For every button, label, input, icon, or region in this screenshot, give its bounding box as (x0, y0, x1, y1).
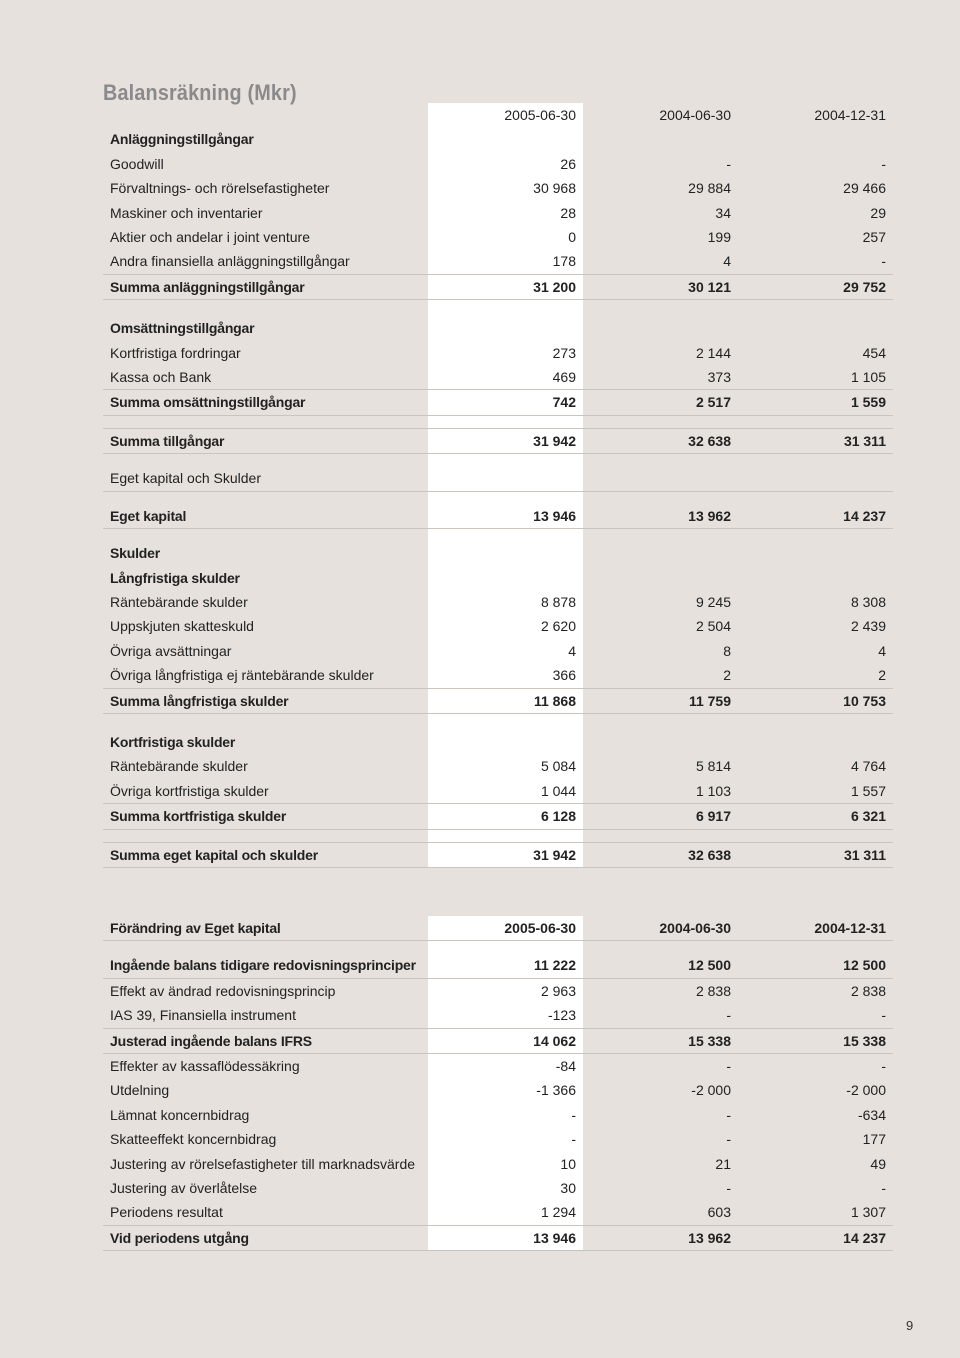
column-header: 2004-12-31 (738, 916, 893, 941)
row-value (428, 316, 583, 340)
row-value: 14 237 (738, 504, 893, 529)
row-label: Utdelning (110, 1082, 170, 1099)
row-value: 742 (428, 390, 583, 415)
table-row (103, 201, 893, 225)
row-value (428, 730, 583, 754)
row-value: 31 311 (738, 842, 893, 867)
row-label: Summa omsättningstillgångar (103, 390, 428, 415)
row-value: 30 (428, 1176, 583, 1200)
row-label: Effekter av kassaflödessäkring (110, 1058, 300, 1075)
table-row (103, 614, 893, 638)
row-value: - (726, 1058, 731, 1075)
table-row (103, 754, 893, 778)
table-row (103, 1127, 893, 1151)
row-value: 373 (583, 365, 738, 390)
row-value: - (428, 1103, 583, 1127)
row-value: -1 366 (428, 1078, 583, 1102)
row-label: IAS 39, Finansiella instrument (103, 1003, 428, 1028)
row-value: 31 942 (428, 428, 583, 453)
row-value: 199 (707, 229, 731, 246)
row-value: 15 338 (583, 1028, 738, 1053)
row-value: 13 946 (428, 1225, 583, 1250)
table-row (103, 566, 893, 590)
row-value: 14 062 (428, 1028, 583, 1053)
row-value: 30 968 (428, 176, 583, 200)
row-value (738, 127, 893, 151)
row-value: 1 105 (738, 365, 893, 390)
row-label: Övriga avsättningar (110, 642, 232, 659)
row-value: 177 (862, 1131, 886, 1148)
row-value: 4 (583, 249, 738, 274)
spacer-row (103, 300, 893, 317)
column-header: 2005-06-30 (428, 103, 583, 127)
row-value: 0 (428, 225, 583, 249)
page-title: Balansräkning (Mkr) (103, 80, 297, 105)
row-value: 1 559 (738, 390, 893, 415)
table-row (103, 1054, 893, 1079)
row-value: 31 942 (428, 842, 583, 867)
row-value: 2 963 (428, 978, 583, 1003)
row-label: Summa långfristiga skulder (103, 688, 428, 713)
row-value: 2 517 (583, 390, 738, 415)
row-label: Summa anläggningstillgångar (103, 274, 428, 299)
table-row (103, 730, 893, 754)
row-value: 366 (428, 663, 583, 688)
row-label: Skatteeffekt koncernbidrag (110, 1131, 277, 1148)
table-row (103, 341, 893, 365)
row-value: 4 (878, 642, 886, 659)
spacer-row (103, 491, 893, 504)
row-value: 8 878 (428, 590, 583, 614)
row-value: 11 222 (428, 953, 583, 978)
row-value: 31 200 (428, 274, 583, 299)
row-value (738, 541, 893, 565)
table-row (103, 978, 893, 1003)
table-row (103, 590, 893, 614)
row-value: 5 084 (428, 754, 583, 778)
row-value: 2 (738, 663, 893, 688)
column-header: 2004-06-30 (659, 107, 731, 123)
row-value: 29 (870, 204, 886, 221)
row-label: Justering av överlåtelse (110, 1180, 258, 1197)
row-value: 1 307 (738, 1200, 893, 1225)
row-value: 31 311 (738, 428, 893, 453)
row-value: 257 (862, 229, 886, 246)
row-value (738, 730, 893, 754)
row-label: Justering av rörelsefastigheter till marknadsvärde (110, 1155, 416, 1172)
table-row (103, 953, 893, 978)
table-row (103, 1225, 893, 1250)
row-value (583, 566, 738, 590)
row-label: Övriga kortfristiga skulder (103, 779, 428, 804)
row-value: 13 962 (583, 504, 738, 529)
spacer-row (103, 415, 893, 428)
row-value (428, 566, 583, 590)
row-value: 5 814 (695, 758, 731, 775)
row-value: 49 (870, 1155, 886, 1172)
table-row (103, 779, 893, 804)
row-label: Effekt av ändrad redovisningsprincip (110, 982, 336, 999)
row-label: Omsättningstillgångar (110, 320, 255, 337)
row-value: 10 753 (738, 688, 893, 713)
row-value: -634 (857, 1106, 886, 1123)
table-row (103, 1003, 893, 1028)
row-value: 30 121 (583, 274, 738, 299)
row-value: 15 338 (738, 1028, 893, 1053)
row-value: 21 (715, 1155, 731, 1172)
row-value: 9 245 (695, 593, 731, 610)
row-value: 1 557 (738, 779, 893, 804)
row-value: 4 764 (850, 758, 886, 775)
row-value: 32 638 (583, 428, 738, 453)
table-row (103, 225, 893, 249)
column-header: 2004-12-31 (814, 107, 886, 123)
column-header: 2004-06-30 (583, 916, 738, 941)
row-value: 13 962 (583, 1225, 738, 1250)
row-value: -2 000 (691, 1082, 731, 1099)
row-value: - (726, 1180, 731, 1197)
table-row (103, 390, 893, 415)
row-value: 2 620 (428, 614, 583, 638)
table-row (103, 1152, 893, 1176)
row-value: 2 838 (695, 982, 731, 999)
column-header: 2005-06-30 (428, 916, 583, 941)
table-row (103, 639, 893, 663)
row-value: - (738, 1003, 893, 1028)
row-value: 2 439 (850, 618, 886, 635)
table-row (103, 663, 893, 688)
row-value: 6 321 (738, 804, 893, 829)
row-label: Summa eget kapital och skulder (103, 842, 428, 867)
row-label: Eget kapital (103, 504, 428, 529)
row-value (428, 127, 583, 151)
row-label: Eget kapital och Skulder (103, 466, 428, 491)
row-label: Långfristiga skulder (110, 569, 240, 586)
row-value: 29 752 (738, 274, 893, 299)
row-label: Räntebärande skulder (110, 593, 248, 610)
row-value: 178 (428, 249, 583, 274)
table-row (103, 274, 893, 299)
row-value: 2 504 (695, 618, 731, 635)
row-label: Kassa och Bank (103, 365, 428, 390)
row-value: 454 (862, 344, 886, 361)
table-row (103, 1200, 893, 1225)
table-row (103, 504, 893, 529)
row-value: 469 (428, 365, 583, 390)
row-value: 603 (583, 1200, 738, 1225)
row-value (583, 466, 738, 491)
row-value: 12 500 (738, 953, 893, 978)
row-value (738, 566, 893, 590)
row-value: 14 237 (738, 1225, 893, 1250)
balance-sheet-table (103, 103, 893, 868)
row-label: Kortfristiga skulder (110, 733, 236, 750)
table-row (103, 176, 893, 200)
row-label: Goodwill (110, 155, 164, 172)
spacer-row (103, 529, 893, 542)
row-value: 29 466 (843, 180, 886, 197)
table-row (103, 428, 893, 453)
row-value (428, 541, 583, 565)
row-label: Förvaltnings- och rörelsefastigheter (110, 180, 330, 197)
row-label: Vid periodens utgång (103, 1225, 428, 1250)
column-header-row (103, 916, 893, 941)
spacer-row (103, 454, 893, 467)
row-label: Övriga långfristiga ej räntebärande skulder (103, 663, 428, 688)
table-row (103, 1176, 893, 1200)
row-value (583, 730, 738, 754)
row-value: 28 (428, 201, 583, 225)
row-value: 1 294 (428, 1200, 583, 1225)
table-row (103, 842, 893, 867)
row-value: 1 044 (428, 779, 583, 804)
row-value: - (726, 155, 731, 172)
column-header-row (103, 103, 893, 127)
page-number: 9 (906, 1318, 914, 1333)
row-value: -84 (428, 1054, 583, 1079)
table-row (103, 249, 893, 274)
row-value: 12 500 (583, 953, 738, 978)
row-label: Maskiner och inventarier (110, 204, 263, 221)
table-row (103, 688, 893, 713)
row-label: Andra finansiella anläggningstillgångar (103, 249, 428, 274)
row-value: - (428, 1127, 583, 1151)
table-row (103, 804, 893, 829)
row-value: 2 144 (695, 344, 731, 361)
row-value: 13 946 (428, 504, 583, 529)
row-value (583, 541, 738, 565)
row-label: Skulder (110, 545, 160, 562)
row-label: Lämnat koncernbidrag (110, 1106, 250, 1123)
row-value: 6 128 (428, 804, 583, 829)
row-label: Uppskjuten skatteskuld (110, 618, 254, 635)
row-label: Kortfristiga fordringar (110, 344, 241, 361)
row-value (738, 316, 893, 340)
row-label: Aktier och andelar i joint venture (110, 229, 310, 246)
table-row (103, 1028, 893, 1053)
row-value: 273 (428, 341, 583, 365)
table-row (103, 316, 893, 340)
spacer-row (103, 829, 893, 842)
row-value (583, 316, 738, 340)
row-value: -2 000 (846, 1082, 886, 1099)
row-label: Ingående balans tidigare redovisningsprinciper (103, 953, 428, 978)
table-row (103, 1078, 893, 1102)
row-label: Periodens resultat (103, 1200, 428, 1225)
row-value: 2 (583, 663, 738, 688)
row-label: Summa kortfristiga skulder (103, 804, 428, 829)
spacer-row (103, 713, 893, 730)
row-value: 29 884 (688, 180, 731, 197)
row-value: 26 (428, 152, 583, 176)
row-value: 8 308 (850, 593, 886, 610)
row-label: Räntebärande skulder (110, 758, 248, 775)
row-value: - (726, 1106, 731, 1123)
row-value (428, 466, 583, 491)
table-title (103, 103, 428, 127)
row-value: 11 868 (428, 688, 583, 713)
row-value: 11 759 (583, 688, 738, 713)
table-row (103, 541, 893, 565)
row-value: - (726, 1131, 731, 1148)
table-row (103, 466, 893, 491)
table-row (103, 1103, 893, 1127)
table-title: Förändring av Eget kapital (103, 916, 428, 941)
row-value: - (881, 1058, 886, 1075)
row-value: - (881, 1180, 886, 1197)
row-value: - (738, 249, 893, 274)
row-value: 1 103 (583, 779, 738, 804)
row-label: Anläggningstillgångar (110, 131, 254, 148)
table-row (103, 127, 893, 151)
row-value: 32 638 (583, 842, 738, 867)
row-value: - (881, 155, 886, 172)
row-value: 34 (715, 204, 731, 221)
equity-change-table (103, 916, 893, 1251)
row-value (738, 466, 893, 491)
row-value: -123 (428, 1003, 583, 1028)
table-row (103, 365, 893, 390)
row-value: 4 (428, 639, 583, 663)
row-value: 10 (428, 1152, 583, 1176)
table-row (103, 152, 893, 176)
spacer-row (103, 941, 893, 954)
row-value: 2 838 (850, 982, 886, 999)
row-value: 8 (723, 642, 731, 659)
row-value (583, 127, 738, 151)
row-value: - (583, 1003, 738, 1028)
row-label: Summa tillgångar (103, 428, 428, 453)
row-value: 6 917 (583, 804, 738, 829)
row-label: Justerad ingående balans IFRS (103, 1028, 428, 1053)
